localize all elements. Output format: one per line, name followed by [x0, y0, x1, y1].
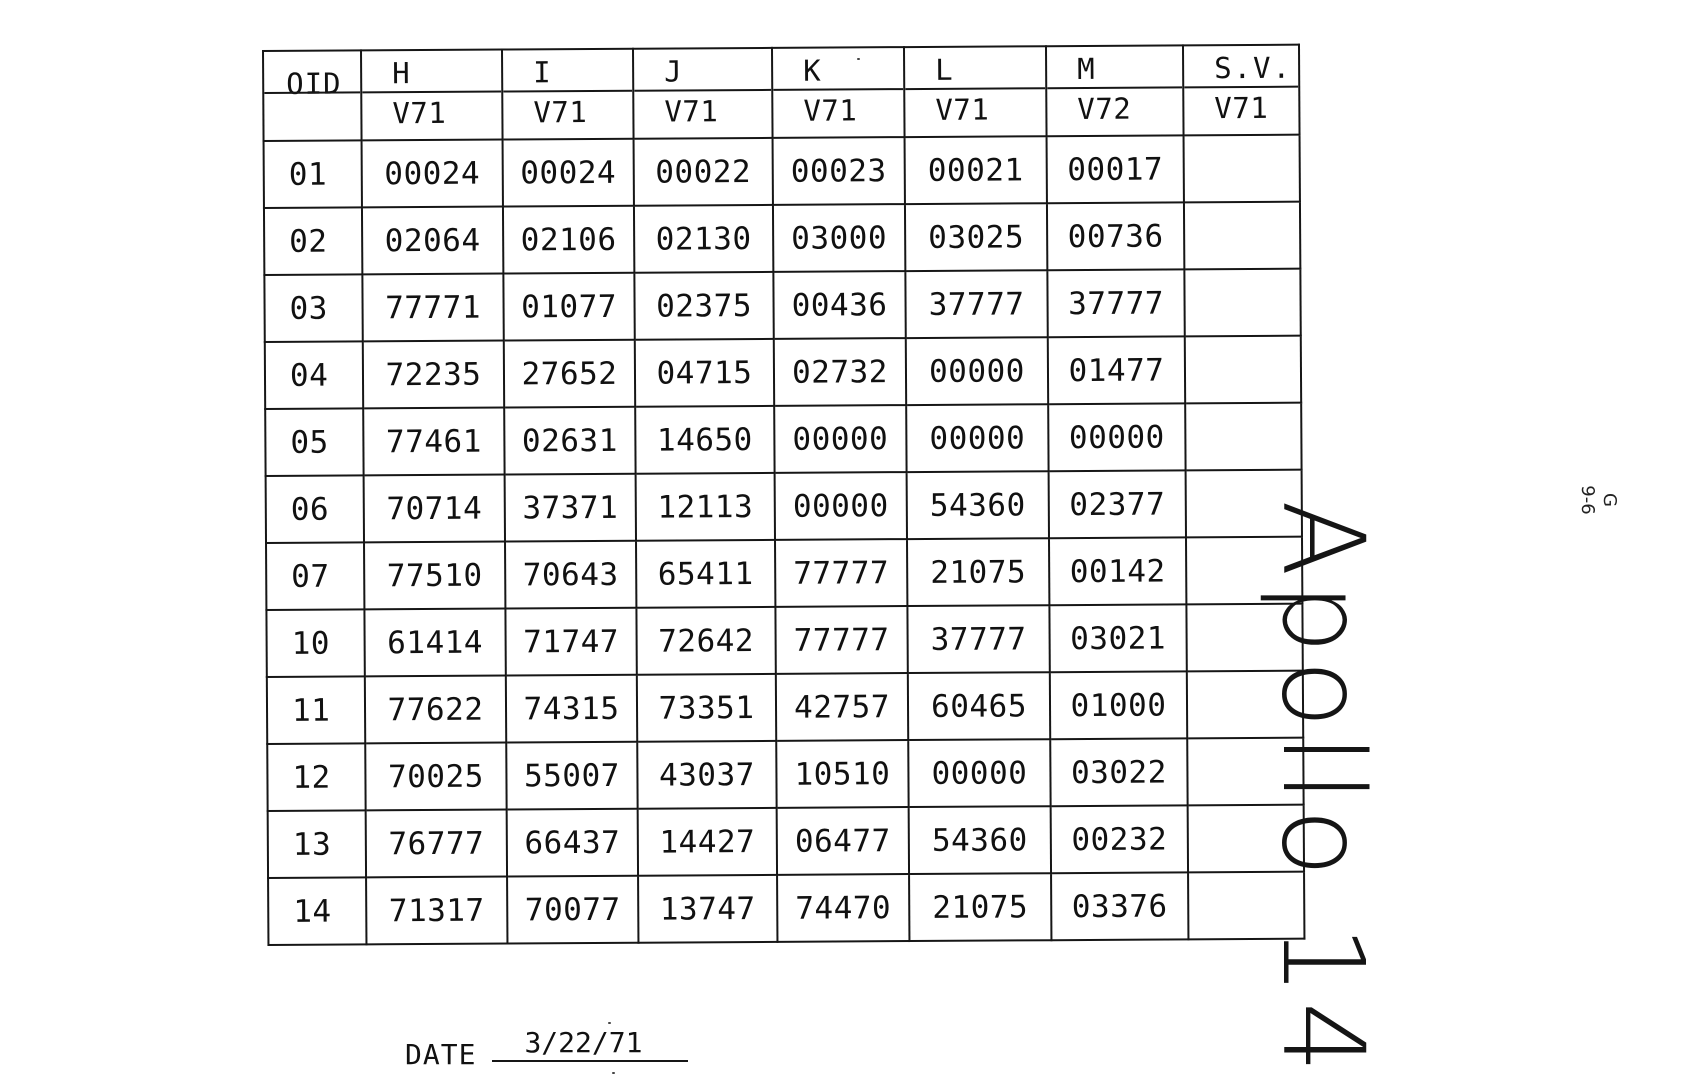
value-cell: 21075 — [909, 873, 1051, 941]
table-body — [263, 45, 1304, 945]
value-cell: 70714 — [364, 475, 505, 543]
value-cell: 00000 — [908, 739, 1050, 807]
value-cell — [1185, 403, 1301, 471]
table-row — [264, 135, 1300, 208]
column-version: V71 — [803, 93, 858, 128]
value-cell: 21075 — [907, 538, 1049, 606]
column-letter: K — [803, 53, 822, 88]
value-cell: 77777 — [775, 606, 907, 674]
oid-cell: 07 — [266, 542, 364, 610]
value-cell: 00024 — [362, 140, 503, 208]
value-cell: 02064 — [362, 207, 503, 275]
value-cell: 66437 — [507, 809, 638, 877]
value-cell: 60465 — [908, 672, 1050, 740]
column-version: V71 — [1214, 90, 1269, 126]
value-cell — [1184, 269, 1300, 337]
oid-cell: 01 — [264, 140, 362, 208]
value-cell: 76777 — [366, 810, 507, 878]
value-cell: 00021 — [905, 136, 1047, 204]
value-cell: 00000 — [906, 404, 1048, 472]
value-cell: 54360 — [909, 806, 1051, 874]
value-cell: 02631 — [504, 407, 635, 475]
value-cell: 77622 — [365, 676, 506, 744]
value-cell: 00023 — [773, 137, 905, 205]
value-cell: 00232 — [1051, 805, 1188, 873]
header-oid — [263, 50, 362, 141]
oid-cell: 06 — [266, 475, 364, 543]
column-version: V72 — [1077, 91, 1132, 127]
value-cell: 00736 — [1047, 202, 1184, 270]
value-cell: 71747 — [505, 608, 636, 676]
value-cell: 00000 — [906, 337, 1048, 405]
oid-cell: 05 — [265, 408, 363, 476]
value-cell: 27652 — [504, 340, 635, 408]
value-cell: 14427 — [638, 808, 777, 876]
date-label: DATE — [405, 1038, 477, 1071]
value-cell: 03022 — [1050, 738, 1187, 806]
handwritten-mission-note: Apollo 14 — [1257, 500, 1387, 1080]
table-row — [268, 805, 1304, 878]
table-row — [265, 336, 1301, 409]
header-col-4 — [904, 46, 1047, 137]
scan-speck — [857, 58, 860, 60]
value-cell: 00000 — [774, 405, 906, 473]
value-cell: 72235 — [363, 341, 504, 409]
oid-cell: 03 — [264, 274, 362, 342]
header-col-3 — [772, 47, 905, 138]
value-cell: 77771 — [362, 274, 503, 342]
table-row — [266, 604, 1302, 677]
value-cell: 10510 — [776, 740, 908, 808]
table-row — [268, 872, 1304, 945]
column-version: V71 — [664, 94, 719, 129]
table-row — [265, 403, 1301, 476]
value-cell: 74470 — [777, 874, 909, 942]
octal-data-table — [262, 44, 1305, 946]
column-letter: J — [664, 54, 683, 89]
scan-speck — [608, 1022, 611, 1024]
oid-cell: 12 — [267, 743, 365, 811]
header-col-5 — [1046, 45, 1184, 136]
value-cell: 03376 — [1051, 872, 1188, 940]
table-row — [264, 202, 1300, 275]
oid-header-label: OID — [286, 66, 342, 101]
value-cell: 54360 — [907, 471, 1049, 539]
value-cell: 37371 — [505, 474, 636, 542]
column-version: V71 — [392, 95, 447, 131]
value-cell — [1184, 202, 1300, 270]
value-cell: 00000 — [1048, 403, 1185, 471]
value-cell: 00024 — [503, 139, 634, 207]
header-col-1 — [502, 49, 634, 140]
header-row — [263, 45, 1300, 141]
value-cell: 01477 — [1048, 336, 1185, 404]
value-cell: 00142 — [1049, 537, 1186, 605]
page-ref-top: G — [1599, 493, 1620, 507]
value-cell: 61414 — [364, 609, 505, 677]
date-field — [405, 1026, 688, 1072]
value-cell: 70025 — [365, 743, 506, 811]
value-cell: 14650 — [635, 406, 774, 474]
column-letter: I — [533, 55, 552, 90]
column-letter: S.V. — [1214, 50, 1293, 86]
oid-cell: 04 — [265, 341, 363, 409]
value-cell: 71317 — [366, 877, 507, 945]
oid-cell: 13 — [268, 810, 366, 878]
value-cell: 00017 — [1047, 135, 1184, 203]
value-cell: 37777 — [907, 605, 1049, 673]
oid-cell: 10 — [266, 609, 364, 677]
page-reference — [1576, 470, 1620, 530]
value-cell — [1184, 135, 1300, 203]
value-cell: 42757 — [776, 673, 908, 741]
value-cell — [1185, 336, 1301, 404]
oid-cell: 02 — [264, 207, 362, 275]
value-cell: 00436 — [773, 271, 905, 339]
value-cell: 01000 — [1050, 671, 1187, 739]
value-cell: 77777 — [775, 539, 907, 607]
value-cell: 06477 — [777, 807, 909, 875]
value-cell: 03000 — [773, 204, 905, 272]
header-col-0 — [361, 50, 503, 141]
value-cell: 03025 — [905, 203, 1047, 271]
column-letter: L — [935, 52, 954, 87]
value-cell: 77510 — [364, 542, 505, 610]
value-cell: 02732 — [774, 338, 906, 406]
header-col-6 — [1183, 45, 1300, 136]
value-cell: 02106 — [503, 206, 634, 274]
oid-cell: 14 — [268, 877, 366, 945]
value-cell: 43037 — [637, 741, 776, 809]
value-cell: 55007 — [506, 742, 637, 810]
column-version: V71 — [935, 92, 990, 127]
value-cell: 02130 — [634, 205, 773, 273]
value-cell: 04715 — [635, 339, 774, 407]
value-cell: 00022 — [634, 138, 773, 206]
value-cell: 72642 — [636, 607, 775, 675]
oid-cell: 11 — [267, 676, 365, 744]
value-cell: 70643 — [505, 541, 636, 609]
value-cell: 02377 — [1049, 470, 1186, 538]
column-letter: M — [1077, 51, 1096, 87]
column-version: V71 — [533, 95, 588, 130]
table-row — [266, 537, 1302, 610]
value-cell: 00000 — [775, 472, 907, 540]
value-cell: 12113 — [636, 473, 775, 541]
value-cell: 01077 — [503, 273, 634, 341]
table-row — [266, 470, 1302, 543]
column-letter: H — [392, 56, 411, 91]
value-cell: 77461 — [363, 408, 504, 476]
scan-speck — [612, 1072, 615, 1074]
table-row — [264, 269, 1300, 342]
value-cell: 13747 — [638, 875, 777, 943]
value-cell: 37777 — [1047, 269, 1184, 337]
header-col-2 — [633, 48, 773, 139]
value-cell: 37777 — [905, 270, 1047, 338]
value-cell: 02375 — [634, 272, 773, 340]
table-row — [267, 738, 1303, 811]
value-cell: 03021 — [1049, 604, 1186, 672]
value-cell: 73351 — [637, 674, 776, 742]
table-row — [267, 671, 1303, 744]
value-cell: 74315 — [506, 675, 637, 743]
value-cell: 70077 — [507, 876, 638, 944]
page-ref-bottom: 9-6 — [1577, 485, 1598, 515]
value-cell: 65411 — [636, 540, 775, 608]
date-value: 3/22/71 — [492, 1026, 688, 1062]
